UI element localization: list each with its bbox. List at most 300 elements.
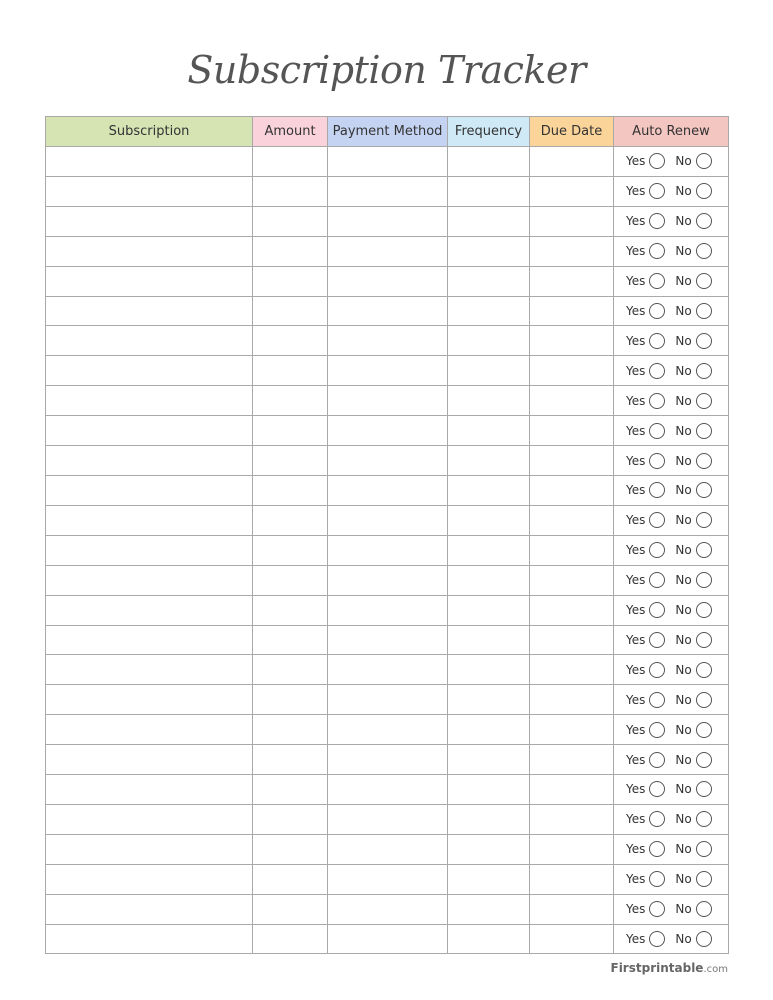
subscription-cell[interactable] bbox=[46, 745, 253, 775]
frequency-cell[interactable] bbox=[448, 804, 530, 834]
no-label: No bbox=[675, 154, 692, 169]
frequency-cell[interactable] bbox=[448, 176, 530, 206]
yes-label: Yes bbox=[626, 752, 646, 767]
table-row bbox=[46, 894, 729, 924]
yes-radio[interactable] bbox=[649, 333, 665, 349]
yes-radio[interactable] bbox=[649, 662, 665, 678]
yes-label: Yes bbox=[626, 274, 646, 289]
due-date-cell[interactable] bbox=[530, 326, 614, 356]
amount-cell[interactable] bbox=[253, 715, 328, 745]
subscription-cell[interactable] bbox=[46, 416, 253, 446]
auto-renew-options bbox=[614, 865, 728, 894]
subscription-cell[interactable] bbox=[46, 894, 253, 924]
due-date-cell[interactable] bbox=[530, 864, 614, 894]
auto-renew-cell bbox=[614, 804, 729, 834]
yes-radio[interactable] bbox=[649, 453, 665, 469]
table-row bbox=[46, 326, 729, 356]
frequency-cell[interactable] bbox=[448, 266, 530, 296]
no-radio[interactable] bbox=[696, 512, 712, 528]
yes-radio[interactable] bbox=[649, 871, 665, 887]
payment-method-cell[interactable] bbox=[328, 446, 448, 476]
due-date-cell[interactable] bbox=[530, 505, 614, 535]
no-radio[interactable] bbox=[696, 363, 712, 379]
frequency-cell[interactable] bbox=[448, 834, 530, 864]
subscription-cell[interactable] bbox=[46, 655, 253, 685]
payment-method-cell[interactable] bbox=[328, 505, 448, 535]
yes-radio[interactable] bbox=[649, 901, 665, 917]
yes-radio[interactable] bbox=[649, 572, 665, 588]
auto-renew-cell bbox=[614, 505, 729, 535]
payment-method-cell[interactable] bbox=[328, 535, 448, 565]
frequency-cell[interactable] bbox=[448, 745, 530, 775]
no-label: No bbox=[675, 842, 692, 857]
yes-radio[interactable] bbox=[649, 781, 665, 797]
auto-renew-cell bbox=[614, 894, 729, 924]
yes-label: Yes bbox=[626, 303, 646, 318]
subscription-cell[interactable] bbox=[46, 595, 253, 625]
due-date-cell[interactable] bbox=[530, 236, 614, 266]
amount-cell[interactable] bbox=[253, 894, 328, 924]
frequency-cell[interactable] bbox=[448, 775, 530, 805]
yes-label: Yes bbox=[626, 932, 646, 947]
yes-radio[interactable] bbox=[649, 722, 665, 738]
auto-renew-options bbox=[614, 476, 728, 505]
subscription-cell[interactable] bbox=[46, 386, 253, 416]
auto-renew-options bbox=[614, 566, 728, 595]
yes-radio[interactable] bbox=[649, 213, 665, 229]
due-date-cell[interactable] bbox=[530, 176, 614, 206]
yes-label: Yes bbox=[626, 483, 646, 498]
frequency-cell[interactable] bbox=[448, 715, 530, 745]
subscription-cell[interactable] bbox=[46, 505, 253, 535]
subscription-cell[interactable] bbox=[46, 356, 253, 386]
frequency-cell[interactable] bbox=[448, 475, 530, 505]
amount-cell[interactable] bbox=[253, 625, 328, 655]
subscription-cell[interactable] bbox=[46, 685, 253, 715]
yes-label: Yes bbox=[626, 603, 646, 618]
auto-renew-options bbox=[614, 685, 728, 714]
due-date-cell[interactable] bbox=[530, 266, 614, 296]
yes-label: Yes bbox=[626, 423, 646, 438]
payment-method-cell[interactable] bbox=[328, 715, 448, 745]
payment-method-cell[interactable] bbox=[328, 775, 448, 805]
payment-method-cell[interactable] bbox=[328, 924, 448, 954]
auto-renew-cell bbox=[614, 745, 729, 775]
due-date-cell[interactable] bbox=[530, 804, 614, 834]
frequency-cell[interactable] bbox=[448, 147, 530, 177]
subscription-cell[interactable] bbox=[46, 834, 253, 864]
amount-cell[interactable] bbox=[253, 236, 328, 266]
frequency-cell[interactable] bbox=[448, 416, 530, 446]
amount-cell[interactable] bbox=[253, 356, 328, 386]
table-row bbox=[46, 416, 729, 446]
no-radio[interactable] bbox=[696, 303, 712, 319]
yes-radio[interactable] bbox=[649, 632, 665, 648]
amount-cell[interactable] bbox=[253, 685, 328, 715]
table-row bbox=[46, 625, 729, 655]
no-radio[interactable] bbox=[696, 841, 712, 857]
yes-radio[interactable] bbox=[649, 393, 665, 409]
no-label: No bbox=[675, 752, 692, 767]
payment-method-cell[interactable] bbox=[328, 296, 448, 326]
yes-label: Yes bbox=[626, 513, 646, 528]
table-row bbox=[46, 386, 729, 416]
amount-cell[interactable] bbox=[253, 206, 328, 236]
table-row bbox=[46, 176, 729, 206]
payment-method-cell[interactable] bbox=[328, 685, 448, 715]
yes-label: Yes bbox=[626, 632, 646, 647]
no-radio[interactable] bbox=[696, 752, 712, 768]
frequency-cell[interactable] bbox=[448, 356, 530, 386]
amount-cell[interactable] bbox=[253, 834, 328, 864]
due-date-cell[interactable] bbox=[530, 685, 614, 715]
frequency-cell[interactable] bbox=[448, 595, 530, 625]
subscription-cell[interactable] bbox=[46, 625, 253, 655]
payment-method-cell[interactable] bbox=[328, 356, 448, 386]
amount-cell[interactable] bbox=[253, 505, 328, 535]
payment-method-cell[interactable] bbox=[328, 326, 448, 356]
amount-cell[interactable] bbox=[253, 655, 328, 685]
payment-method-cell[interactable] bbox=[328, 386, 448, 416]
no-radio[interactable] bbox=[696, 273, 712, 289]
table-row bbox=[46, 745, 729, 775]
frequency-cell[interactable] bbox=[448, 296, 530, 326]
yes-label: Yes bbox=[626, 453, 646, 468]
yes-radio[interactable] bbox=[649, 752, 665, 768]
auto-renew-cell bbox=[614, 834, 729, 864]
yes-radio[interactable] bbox=[649, 841, 665, 857]
no-radio[interactable] bbox=[696, 333, 712, 349]
due-date-cell[interactable] bbox=[530, 775, 614, 805]
yes-label: Yes bbox=[626, 812, 646, 827]
auto-renew-cell bbox=[614, 595, 729, 625]
yes-label: Yes bbox=[626, 244, 646, 259]
table-row bbox=[46, 206, 729, 236]
subscription-cell[interactable] bbox=[46, 535, 253, 565]
amount-cell[interactable] bbox=[253, 475, 328, 505]
due-date-cell[interactable] bbox=[530, 206, 614, 236]
table-row bbox=[46, 715, 729, 745]
amount-cell[interactable] bbox=[253, 326, 328, 356]
table-row bbox=[46, 804, 729, 834]
subscription-cell[interactable] bbox=[46, 296, 253, 326]
auto-renew-options bbox=[614, 386, 728, 415]
yes-radio[interactable] bbox=[649, 482, 665, 498]
amount-cell[interactable] bbox=[253, 565, 328, 595]
auto-renew-cell bbox=[614, 475, 729, 505]
due-date-cell[interactable] bbox=[530, 446, 614, 476]
yes-label: Yes bbox=[626, 393, 646, 408]
no-radio[interactable] bbox=[696, 722, 712, 738]
amount-cell[interactable] bbox=[253, 416, 328, 446]
table-row bbox=[46, 535, 729, 565]
amount-cell[interactable] bbox=[253, 864, 328, 894]
subscription-cell[interactable] bbox=[46, 715, 253, 745]
subscription-cell[interactable] bbox=[46, 775, 253, 805]
no-label: No bbox=[675, 244, 692, 259]
frequency-cell[interactable] bbox=[448, 236, 530, 266]
due-date-cell[interactable] bbox=[530, 924, 614, 954]
yes-label: Yes bbox=[626, 842, 646, 857]
due-date-cell[interactable] bbox=[530, 655, 614, 685]
due-date-cell[interactable] bbox=[530, 296, 614, 326]
auto-renew-options bbox=[614, 267, 728, 296]
frequency-cell[interactable] bbox=[448, 535, 530, 565]
yes-radio[interactable] bbox=[649, 542, 665, 558]
amount-cell[interactable] bbox=[253, 804, 328, 834]
no-radio[interactable] bbox=[696, 482, 712, 498]
yes-radio[interactable] bbox=[649, 183, 665, 199]
amount-cell[interactable] bbox=[253, 386, 328, 416]
auto-renew-options bbox=[614, 655, 728, 684]
no-radio[interactable] bbox=[696, 542, 712, 558]
due-date-cell[interactable] bbox=[530, 475, 614, 505]
column-header-auto-renew: Auto Renew bbox=[614, 117, 729, 147]
payment-method-cell[interactable] bbox=[328, 236, 448, 266]
due-date-cell[interactable] bbox=[530, 834, 614, 864]
yes-radio[interactable] bbox=[649, 243, 665, 259]
subscription-cell[interactable] bbox=[46, 206, 253, 236]
payment-method-cell[interactable] bbox=[328, 804, 448, 834]
amount-cell[interactable] bbox=[253, 924, 328, 954]
subscription-cell[interactable] bbox=[46, 446, 253, 476]
frequency-cell[interactable] bbox=[448, 685, 530, 715]
amount-cell[interactable] bbox=[253, 595, 328, 625]
no-radio[interactable] bbox=[696, 213, 712, 229]
frequency-cell[interactable] bbox=[448, 924, 530, 954]
no-radio[interactable] bbox=[696, 423, 712, 439]
no-radio[interactable] bbox=[696, 393, 712, 409]
yes-radio[interactable] bbox=[649, 363, 665, 379]
yes-label: Yes bbox=[626, 543, 646, 558]
payment-method-cell[interactable] bbox=[328, 147, 448, 177]
no-radio[interactable] bbox=[696, 453, 712, 469]
amount-cell[interactable] bbox=[253, 535, 328, 565]
frequency-cell[interactable] bbox=[448, 326, 530, 356]
due-date-cell[interactable] bbox=[530, 565, 614, 595]
yes-label: Yes bbox=[626, 782, 646, 797]
frequency-cell[interactable] bbox=[448, 446, 530, 476]
payment-method-cell[interactable] bbox=[328, 475, 448, 505]
yes-label: Yes bbox=[626, 902, 646, 917]
due-date-cell[interactable] bbox=[530, 416, 614, 446]
auto-renew-options bbox=[614, 416, 728, 445]
due-date-cell[interactable] bbox=[530, 595, 614, 625]
auto-renew-cell bbox=[614, 864, 729, 894]
due-date-cell[interactable] bbox=[530, 745, 614, 775]
frequency-cell[interactable] bbox=[448, 386, 530, 416]
no-radio[interactable] bbox=[696, 811, 712, 827]
no-radio[interactable] bbox=[696, 781, 712, 797]
auto-renew-cell bbox=[614, 715, 729, 745]
no-label: No bbox=[675, 872, 692, 887]
yes-radio[interactable] bbox=[649, 153, 665, 169]
no-label: No bbox=[675, 692, 692, 707]
auto-renew-options bbox=[614, 715, 728, 744]
table-row bbox=[46, 864, 729, 894]
auto-renew-options bbox=[614, 596, 728, 625]
yes-label: Yes bbox=[626, 333, 646, 348]
yes-label: Yes bbox=[626, 573, 646, 588]
frequency-cell[interactable] bbox=[448, 625, 530, 655]
yes-radio[interactable] bbox=[649, 931, 665, 947]
auto-renew-options bbox=[614, 147, 728, 176]
column-header-frequency: Frequency bbox=[448, 117, 530, 147]
payment-method-cell[interactable] bbox=[328, 266, 448, 296]
amount-cell[interactable] bbox=[253, 775, 328, 805]
no-label: No bbox=[675, 573, 692, 588]
auto-renew-cell bbox=[614, 356, 729, 386]
auto-renew-options bbox=[614, 745, 728, 774]
no-label: No bbox=[675, 303, 692, 318]
no-radio[interactable] bbox=[696, 871, 712, 887]
table-row bbox=[46, 924, 729, 954]
no-label: No bbox=[675, 184, 692, 199]
yes-label: Yes bbox=[626, 363, 646, 378]
yes-radio[interactable] bbox=[649, 303, 665, 319]
amount-cell[interactable] bbox=[253, 446, 328, 476]
subscription-cell[interactable] bbox=[46, 147, 253, 177]
column-header-payment-method: Payment Method bbox=[328, 117, 448, 147]
auto-renew-options bbox=[614, 446, 728, 475]
auto-renew-options bbox=[614, 297, 728, 326]
no-label: No bbox=[675, 603, 692, 618]
yes-label: Yes bbox=[626, 872, 646, 887]
subscription-table bbox=[45, 116, 729, 954]
payment-method-cell[interactable] bbox=[328, 565, 448, 595]
payment-method-cell[interactable] bbox=[328, 745, 448, 775]
due-date-cell[interactable] bbox=[530, 715, 614, 745]
no-label: No bbox=[675, 902, 692, 917]
table-row bbox=[46, 775, 729, 805]
frequency-cell[interactable] bbox=[448, 206, 530, 236]
no-radio[interactable] bbox=[696, 662, 712, 678]
amount-cell[interactable] bbox=[253, 147, 328, 177]
due-date-cell[interactable] bbox=[530, 894, 614, 924]
auto-renew-options bbox=[614, 506, 728, 535]
frequency-cell[interactable] bbox=[448, 505, 530, 535]
subscription-cell[interactable] bbox=[46, 565, 253, 595]
auto-renew-options bbox=[614, 207, 728, 236]
no-label: No bbox=[675, 722, 692, 737]
payment-method-cell[interactable] bbox=[328, 416, 448, 446]
subscription-cell[interactable] bbox=[46, 475, 253, 505]
column-header-subscription: Subscription bbox=[46, 117, 253, 147]
due-date-cell[interactable] bbox=[530, 386, 614, 416]
yes-radio[interactable] bbox=[649, 692, 665, 708]
due-date-cell[interactable] bbox=[530, 356, 614, 386]
subscription-cell[interactable] bbox=[46, 266, 253, 296]
auto-renew-cell bbox=[614, 206, 729, 236]
payment-method-cell[interactable] bbox=[328, 176, 448, 206]
auto-renew-cell bbox=[614, 416, 729, 446]
payment-method-cell[interactable] bbox=[328, 864, 448, 894]
column-header-amount: Amount bbox=[253, 117, 328, 147]
auto-renew-cell bbox=[614, 565, 729, 595]
no-radio[interactable] bbox=[696, 901, 712, 917]
frequency-cell[interactable] bbox=[448, 655, 530, 685]
table-row bbox=[46, 834, 729, 864]
yes-radio[interactable] bbox=[649, 512, 665, 528]
subscription-cell[interactable] bbox=[46, 236, 253, 266]
yes-radio[interactable] bbox=[649, 602, 665, 618]
no-radio[interactable] bbox=[696, 931, 712, 947]
no-label: No bbox=[675, 214, 692, 229]
yes-radio[interactable] bbox=[649, 423, 665, 439]
auto-renew-options bbox=[614, 177, 728, 206]
subscription-cell[interactable] bbox=[46, 326, 253, 356]
subscription-cell[interactable] bbox=[46, 864, 253, 894]
page-title: Subscription Tracker bbox=[187, 48, 586, 92]
amount-cell[interactable] bbox=[253, 266, 328, 296]
no-radio[interactable] bbox=[696, 602, 712, 618]
no-radio[interactable] bbox=[696, 572, 712, 588]
no-label: No bbox=[675, 513, 692, 528]
brand-name: Firstprintable bbox=[610, 961, 704, 975]
auto-renew-cell bbox=[614, 685, 729, 715]
payment-method-cell[interactable] bbox=[328, 206, 448, 236]
brand-tld: .com bbox=[703, 964, 728, 975]
auto-renew-options bbox=[614, 775, 728, 804]
amount-cell[interactable] bbox=[253, 745, 328, 775]
no-radio[interactable] bbox=[696, 153, 712, 169]
auto-renew-cell bbox=[614, 386, 729, 416]
payment-method-cell[interactable] bbox=[328, 655, 448, 685]
yes-label: Yes bbox=[626, 722, 646, 737]
no-label: No bbox=[675, 632, 692, 647]
table-row bbox=[46, 446, 729, 476]
no-label: No bbox=[675, 483, 692, 498]
yes-radio[interactable] bbox=[649, 273, 665, 289]
column-header-due-date: Due Date bbox=[530, 117, 614, 147]
payment-method-cell[interactable] bbox=[328, 894, 448, 924]
table-header-row bbox=[46, 117, 729, 147]
no-label: No bbox=[675, 932, 692, 947]
no-radio[interactable] bbox=[696, 692, 712, 708]
yes-label: Yes bbox=[626, 184, 646, 199]
subscription-cell[interactable] bbox=[46, 804, 253, 834]
auto-renew-cell bbox=[614, 446, 729, 476]
no-radio[interactable] bbox=[696, 632, 712, 648]
due-date-cell[interactable] bbox=[530, 147, 614, 177]
payment-method-cell[interactable] bbox=[328, 625, 448, 655]
subscription-cell[interactable] bbox=[46, 924, 253, 954]
no-radio[interactable] bbox=[696, 243, 712, 259]
amount-cell[interactable] bbox=[253, 296, 328, 326]
payment-method-cell[interactable] bbox=[328, 834, 448, 864]
subscription-cell[interactable] bbox=[46, 176, 253, 206]
frequency-cell[interactable] bbox=[448, 864, 530, 894]
frequency-cell[interactable] bbox=[448, 565, 530, 595]
auto-renew-options bbox=[614, 536, 728, 565]
auto-renew-options bbox=[614, 895, 728, 924]
due-date-cell[interactable] bbox=[530, 535, 614, 565]
no-radio[interactable] bbox=[696, 183, 712, 199]
due-date-cell[interactable] bbox=[530, 625, 614, 655]
yes-radio[interactable] bbox=[649, 811, 665, 827]
no-label: No bbox=[675, 453, 692, 468]
auto-renew-cell bbox=[614, 147, 729, 177]
amount-cell[interactable] bbox=[253, 176, 328, 206]
no-label: No bbox=[675, 274, 692, 289]
payment-method-cell[interactable] bbox=[328, 595, 448, 625]
table-row bbox=[46, 266, 729, 296]
table-row bbox=[46, 565, 729, 595]
table-row bbox=[46, 595, 729, 625]
frequency-cell[interactable] bbox=[448, 894, 530, 924]
table-row bbox=[46, 356, 729, 386]
auto-renew-cell bbox=[614, 775, 729, 805]
